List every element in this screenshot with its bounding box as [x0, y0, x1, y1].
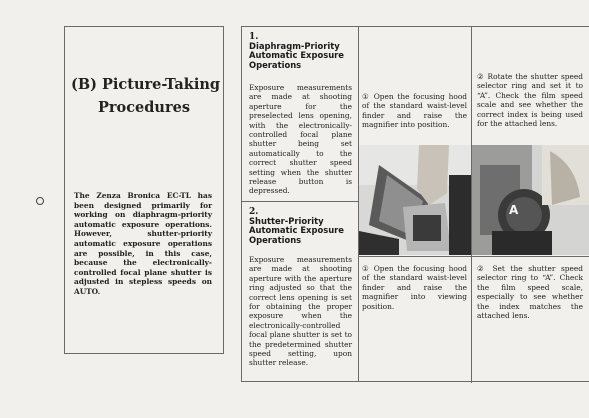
steps-area	[359, 26, 589, 382]
step-set-selector: ② Set the shutter speed selector ring to “A”. Check the film speed scale, especially to see whether the index matches the attached lens.	[477, 264, 583, 321]
section-heading: Diaphragm-Priority Automatic Exposure Operations	[249, 41, 344, 70]
chapter-title-procedures: Procedures	[98, 99, 190, 116]
finder-photo	[359, 145, 471, 255]
step-open-hood-2: ① Open the focusing hood of the standard waist-level finder and raise the magnifier into viewing position.	[362, 264, 467, 311]
step-open-hood: ① Open the focusing hood of the standard waist-level finder and raise the magnifier into position.	[362, 92, 467, 130]
section-column	[241, 26, 359, 382]
section-divider	[242, 201, 358, 202]
camera-finder-illustration	[359, 145, 471, 255]
dial-photo	[472, 145, 589, 255]
binding-hole-mark	[36, 197, 44, 205]
chapter-title: (B) Picture-Taking	[71, 76, 221, 93]
row-divider	[359, 256, 589, 257]
dial-letter: A	[509, 203, 519, 217]
intro-paragraph: The Zenza Bronica EC-TL has been designed primarily for working on diaphragm-priority automatic exposure operations. However, shutter-priority automatic exposure operations are possible, in this case, because the electronically-controlled focal plane shutter is adjusted in stepless speeds on AUTO.	[74, 191, 212, 296]
section-number: 1.	[249, 32, 259, 42]
step-rotate-selector: ② Rotate the shutter speed selector ring and set it to “A”. Check the film speed scale and see whether the correct index is being used for the attached lens.	[477, 72, 583, 129]
section-body: Exposure measurements are made at shooting aperture with the aperture ring adjusted so that the correct lens opening is set for obtaining the proper exposure when the electronically-controlled focal plane shutter is set to the predetermined shutter speed setting, upon shutter release.	[249, 255, 352, 368]
section-number: 2.	[249, 207, 259, 217]
section-heading: Shutter-Priority Automatic Exposure Operations	[249, 216, 344, 245]
section-body: Exposure measurements are made at shooting aperture for the preselected lens opening, with the electronically-controlled focal plane shutter being set automatically to the correct shutter speed setting when the shutter release button is depressed.	[249, 83, 352, 196]
intro-panel	[64, 26, 224, 354]
shutter-dial-illustration	[472, 145, 589, 255]
